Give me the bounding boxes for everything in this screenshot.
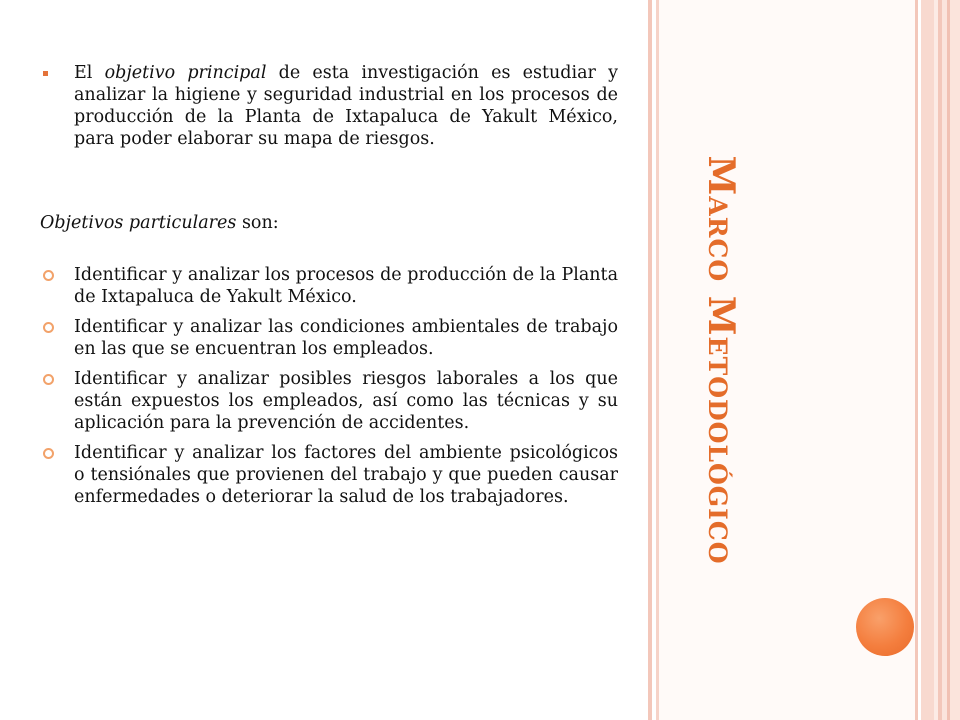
objective-text: Identificar y analizar las condiciones ambientales de trabajo en las que se encuentran los empleados. <box>74 317 618 359</box>
main-objective-emphasis: objetivo principal <box>104 63 267 83</box>
particular-label-italic: Objetivos particulares <box>40 213 237 233</box>
main-objective-item <box>40 62 618 150</box>
decorative-stripe <box>921 0 934 720</box>
objective-text: Identificar y analizar posibles riesgos laborales a los que están expuestos los empleados, así como las técnicas y su aplicación para la prevención de accidentes. <box>74 369 618 433</box>
ring-bullet-icon <box>43 270 54 281</box>
list-item <box>40 368 618 434</box>
main-objective-lead: El <box>74 63 93 83</box>
slide-title: Marco Metodológico <box>700 155 742 565</box>
square-bullet-icon <box>43 71 48 76</box>
list-item <box>40 442 618 508</box>
decorative-stripe <box>942 0 960 720</box>
decorative-stripe <box>648 0 652 720</box>
particular-objectives-heading <box>40 212 618 234</box>
particular-objectives-list <box>40 264 618 508</box>
main-objective-body: de esta investigación es estudiar y analizar la higiene y seguridad industrial en los procesos de producción de la Planta de Ixtapaluca de Yakult México, para poder elaborar su mapa de riesgos. <box>74 63 618 149</box>
orange-circle-decoration <box>856 598 914 656</box>
decorative-stripe <box>915 0 918 720</box>
ring-bullet-icon <box>43 374 54 385</box>
ring-bullet-icon <box>43 322 54 333</box>
list-item <box>40 264 618 308</box>
list-item <box>40 316 618 360</box>
main-objective-text <box>74 62 618 150</box>
objective-text: Identificar y analizar los factores del ambiente psicológicos o tensiónales que provienen del trabajo y que pueden causar enfermedades o deteriorar la salud de los trabajadores. <box>74 443 618 507</box>
slide-content <box>40 62 618 516</box>
particular-label-rest: son: <box>241 213 279 233</box>
ring-bullet-icon <box>43 448 54 459</box>
objective-text: Identificar y analizar los procesos de producción de la Planta de Ixtapaluca de Yakult México. <box>74 265 618 307</box>
decorative-stripe <box>947 0 950 720</box>
title-container <box>686 120 756 600</box>
